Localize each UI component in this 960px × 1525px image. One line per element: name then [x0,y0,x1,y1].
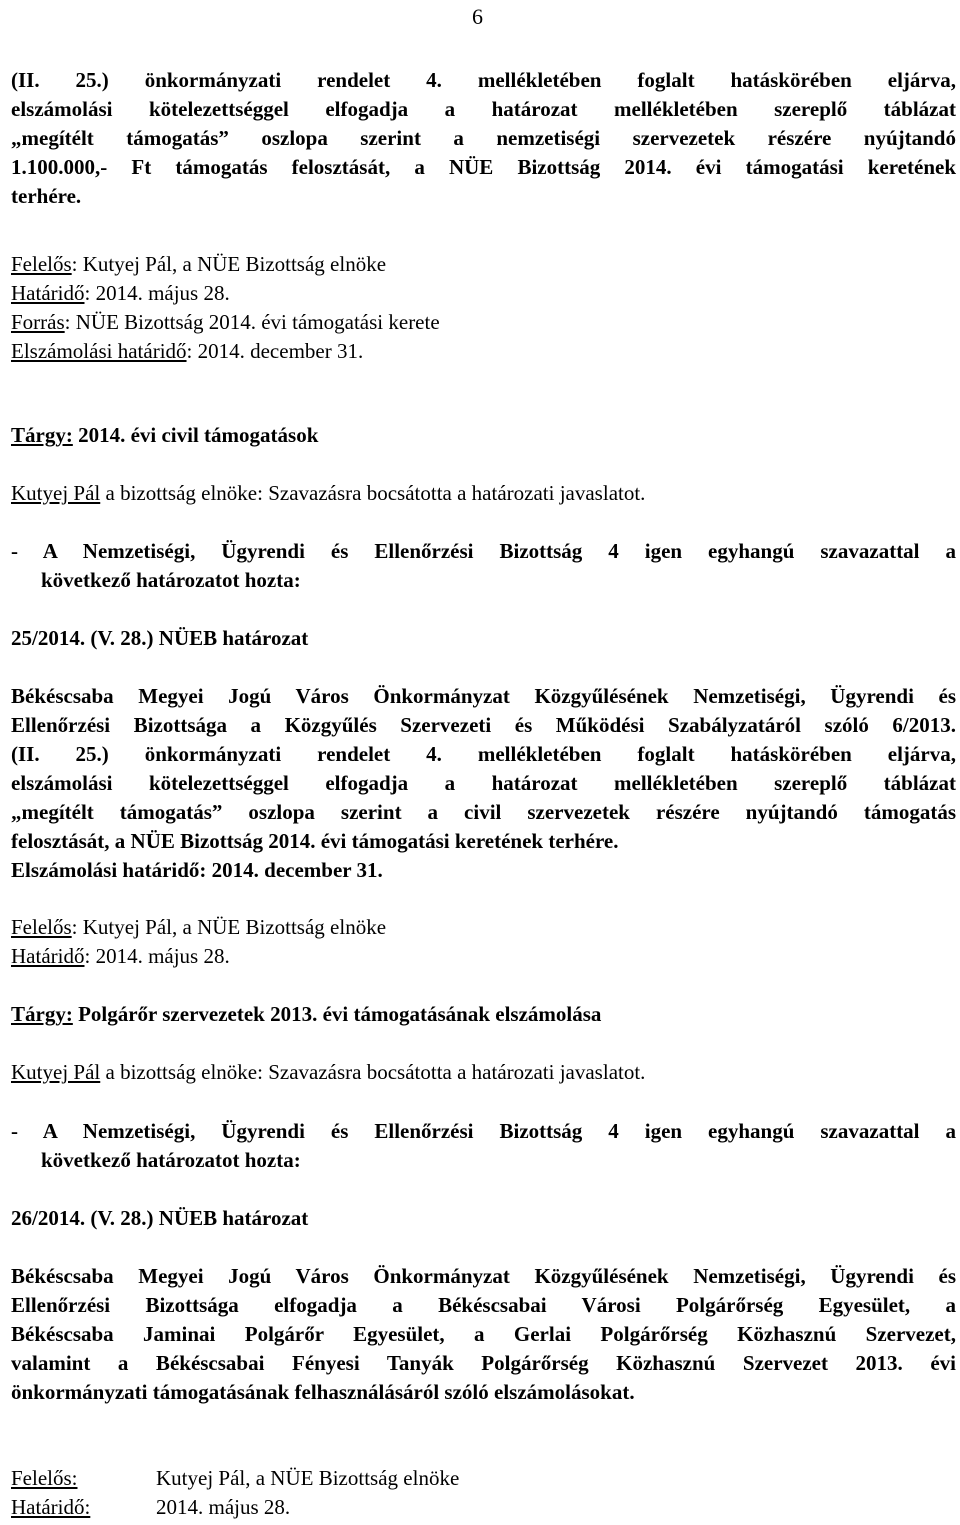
paragraph-line: elszámolási kötelezettséggel elfogadja a határozat mellékletében szereplő táblázat [11,97,956,121]
source-label: Forrás [11,310,65,334]
vote-statement [11,1117,956,1175]
vote-line: következő határozatot hozta: [41,1148,301,1172]
resolution-line: Békéscsaba Jaminai Polgárőr Egyesület, a Gerlai Polgárőrség Közhasznú Szervezet, [11,1322,956,1346]
responsible-label: Felelős [11,252,72,276]
responsible-line [11,250,956,279]
paragraph-line: (II. 25.) önkormányzati rendelet 4. mellékletében foglalt hatáskörében eljárva, [11,68,956,92]
responsibility-block [11,913,956,971]
resolution-line: (II. 25.) önkormányzati rendelet 4. mellékletében foglalt hatáskörében eljárva, [11,742,956,766]
resolution-line: valamint a Békéscsabai Fényesi Tanyák Polgárőrség Közhasznú Szervezet 2013. évi [11,1351,956,1375]
subject-label: Tárgy: [11,423,73,447]
deadline-value: : 2014. május 28. [84,944,230,968]
responsible-value: Kutyej Pál, a NÜE Bizottság elnöke [156,1466,460,1490]
subject-label: Tárgy: [11,1002,73,1026]
resolution-line: önkormányzati támogatásának felhasználásáról szóló elszámolásokat. [11,1380,635,1404]
responsible-line [11,1464,956,1493]
responsibility-block [11,1464,956,1522]
chair-name: Kutyej Pál [11,481,101,505]
responsible-label: Felelős [11,915,72,939]
resolution-line: Ellenőrzési Bizottsága elfogadja a Békéscsabai Városi Polgárőrség Egyesület, a [11,1293,956,1317]
resolution-body [11,1262,956,1407]
deadline-label: Határidő [11,281,85,305]
subject-value: 2014. évi civil támogatások [72,423,319,447]
resolution-line: Ellenőrzési Bizottsága a Közgyűlés Szervezeti és Működési Szabályzatáról szóló 6/2013. [11,713,956,737]
chair-text: a bizottság elnöke: Szavazásra bocsátotta a határozati javaslatot. [100,481,646,505]
vote-statement [11,537,956,595]
deadline-line [11,942,956,971]
vote-line: - A Nemzetiségi, Ügyrendi és Ellenőrzési Bizottság 4 igen egyhangú szavazattal a [11,1119,956,1143]
responsible-line [11,913,956,942]
paragraph-line: 1.100.000,- Ft támogatás felosztását, a NÜE Bizottság 2014. évi támogatási keretének [11,155,956,179]
deadline-value: 2014. május 28. [156,1495,291,1519]
responsible-value: : Kutyej Pál, a NÜE Bizottság elnöke [71,252,387,276]
responsibility-block [11,250,956,366]
subject-heading [11,1000,956,1029]
resolution-line: felosztását, a NÜE Bizottság 2014. évi támogatási keretének terhére. [11,829,619,853]
resolution-body [11,682,956,885]
paragraph-line: „megítélt támogatás” oszlopa szerint a nemzetiségi szervezetek részére nyújtandó [11,126,956,150]
deadline-value: : 2014. május 28. [84,281,230,305]
subject-value: Polgárőr szervezetek 2013. évi támogatásának elszámolása [72,1002,602,1026]
source-line [11,308,956,337]
deadline-label: Határidő [11,944,85,968]
accounting-deadline-label: Elszámolási határidő [11,339,187,363]
resolution-number: 26/2014. (V. 28.) NÜEB határozat [11,1206,309,1230]
vote-line: következő határozatot hozta: [41,568,301,592]
responsible-label: Felelős: [11,1466,78,1490]
vote-line: - A Nemzetiségi, Ügyrendi és Ellenőrzési Bizottság 4 igen egyhangú szavazattal a [11,539,956,563]
resolution-number: 25/2014. (V. 28.) NÜEB határozat [11,626,309,650]
chair-name: Kutyej Pál [11,1060,101,1084]
deadline-label: Határidő: [11,1495,91,1519]
responsible-value: : Kutyej Pál, a NÜE Bizottság elnöke [71,915,387,939]
chair-statement [11,479,956,508]
page-number: 6 [472,4,483,29]
accounting-deadline-line [11,337,956,366]
resolution-line: elszámolási kötelezettséggel elfogadja a határozat mellékletében szereplő táblázat [11,771,956,795]
chair-statement [11,1058,956,1087]
resolution-line: Elszámolási határidő: 2014. december 31. [11,858,383,882]
paragraph-line: terhére. [11,184,82,208]
resolution-line: Békéscsaba Megyei Jogú Város Önkormányzat Közgyűlésének Nemzetiségi, Ügyrendi és [11,684,956,708]
source-value: : NÜE Bizottság 2014. évi támogatási kerete [64,310,440,334]
accounting-deadline-value: : 2014. december 31. [186,339,364,363]
deadline-line [11,279,956,308]
resolution-line: „megítélt támogatás” oszlopa szerint a civil szervezetek részére nyújtandó támogatás [11,800,956,824]
resolution-line: Békéscsaba Megyei Jogú Város Önkormányzat Közgyűlésének Nemzetiségi, Ügyrendi és [11,1264,956,1288]
subject-heading [11,421,956,450]
chair-text: a bizottság elnöke: Szavazásra bocsátotta a határozati javaslatot. [100,1060,646,1084]
deadline-line [11,1493,956,1522]
continuation-paragraph [11,66,956,211]
